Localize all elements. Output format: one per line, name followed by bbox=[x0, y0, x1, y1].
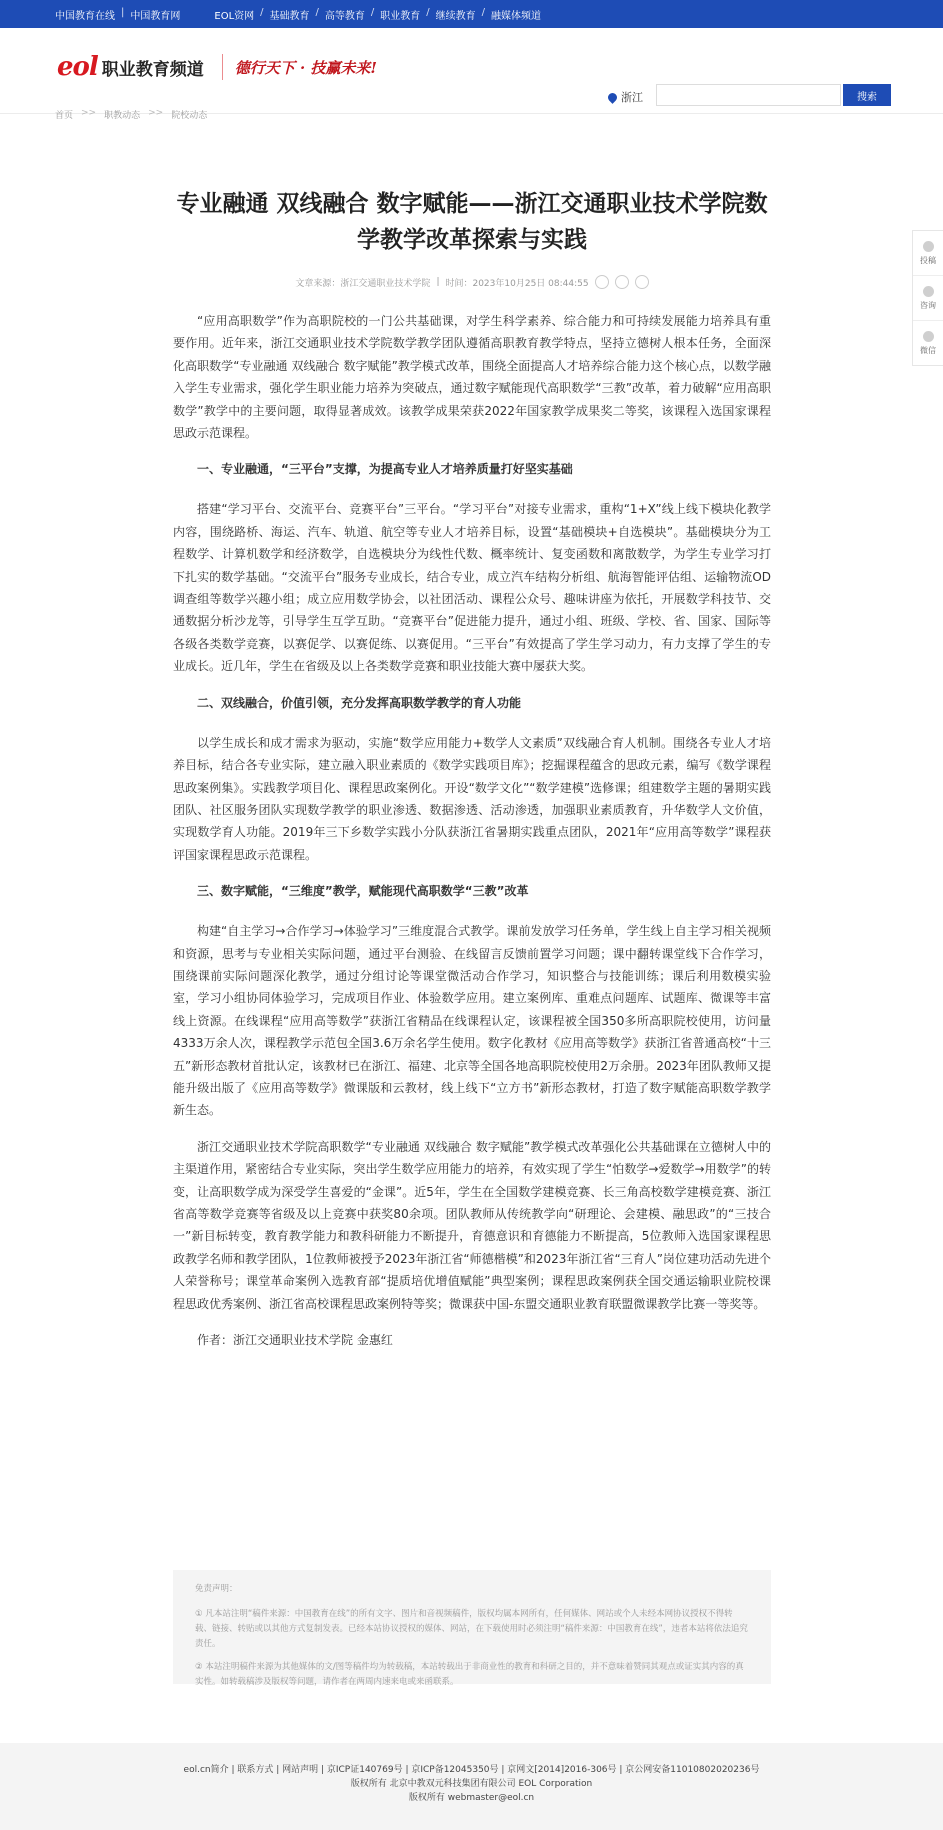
channel-link[interactable]: 高等教育 bbox=[324, 10, 365, 22]
article-paragraph: 搭建“学习平台、交流平台、竞赛平台”三平台。“学习平台”对接专业需求，重构“1+X”线上线下模块化教学内容，围绕路桥、海运、汽车、轨道、航空等专业人才培养目标，设置“基础模块+自选模块”。基础模块分为工程数学、计算机数学和经济数学，自选模块分为线性代数、概率统计、复变函数和离散数学，为学生专业学习打下扎实的数学基础。“交流平台”服务专业成长，结合专业，成立汽车结构分析组、航海智能评估组、运输物流OD调查组等数学兴趣小组；成立应用数学协会，以社团活动、课程公众号、趣味讲座为依托，开展数学科技节、交通数据分析沙龙等，引导学生互学互助。“竞赛平台”促进能力提升，通过小组、班级、学校、省、国家、国际等各级各类数学竞赛，以赛促学、以赛促练、以赛促用。“三平台”有效提高了学生学习动力，有力支撑了学生的专业成长。近几年，学生在省级及以上各类数学竞赛和职业技能大赛中屡获大奖。 bbox=[173, 502, 771, 674]
site-footer bbox=[0, 1743, 943, 1830]
location-label: 浙江 bbox=[621, 91, 643, 104]
article bbox=[173, 186, 771, 1365]
section-heading: 一、专业融通，“三平台”支撑，为提高专业人才培养质量打好坚实基础 bbox=[197, 462, 573, 477]
location-selector[interactable] bbox=[608, 89, 643, 105]
footer-contact: 版权所有 webmaster@eol.cn bbox=[408, 1793, 535, 1803]
tool-label: 投稿 bbox=[920, 255, 936, 265]
disclaimer-box bbox=[173, 1570, 771, 1687]
channel-link[interactable]: 继续教育 bbox=[435, 10, 476, 22]
breadcrumb-news[interactable]: 职教动态 bbox=[104, 111, 141, 121]
separator: | bbox=[121, 6, 125, 18]
side-toolbar bbox=[912, 230, 943, 366]
eol-logo-mark: eol bbox=[57, 52, 98, 82]
site-link-edu[interactable]: 中国教育网 bbox=[130, 10, 181, 22]
disclaimer-item: ① 凡本站注明“稿件来源：中国教育在线”的所有文字、图片和音视频稿件，版权均属本网所有，任何媒体、网站或个人未经本网协议授权不得转载、链接、转贴或以其他方式复制发表。已经本站协议授权的媒体、网站，在下载使用时必须注明“稿件来源：中国教育在线”，违者本站将依法追究责任。 bbox=[195, 1609, 748, 1649]
share-qq-icon[interactable] bbox=[635, 275, 649, 289]
disclaimer-heading: 免责声明： bbox=[195, 1584, 238, 1594]
channel-link[interactable]: 职业教育 bbox=[380, 10, 421, 22]
separator: / bbox=[260, 6, 264, 18]
breadcrumb bbox=[55, 108, 207, 121]
article-source: 文章来源：浙江交通职业技术学院 bbox=[295, 278, 431, 289]
site-link-eol[interactable]: 中国教育在线 bbox=[55, 10, 115, 22]
submit-icon bbox=[923, 241, 934, 252]
channel-link[interactable]: EOL资网 bbox=[214, 10, 255, 22]
breadcrumb-separator: >> bbox=[81, 108, 97, 118]
channel-name: 职业教育频道 bbox=[101, 59, 204, 80]
search-input[interactable] bbox=[656, 84, 841, 106]
article-paragraph: 构建“自主学习→合作学习→体验学习”三维度混合式教学。课前发放学习任务单，学生线上自主学习相关视频和资源，思考与专业相关实际问题，通过平台测验、在线留言反馈前置学习问题；课中翻转课堂线下合作学习，围绕课前实际问题深化教学，通过分组讨论等课堂微活动合作学习，知识整合与技能训练；课后利用数模实验室，学习小组协同体验学习，完成项目作业、体验数学应用。建立案例库、重难点问题库、试题库、微课等丰富线上资源。在线课程“应用高等数学”获浙江省精品在线课程认定，该课程被全国350多所高职院校使用，访问量4333万余人次，课程教学示范包全国3.6万余名学生使用。数字化教材《应用高等数学》获浙江省普通高校“十三五”新形态教材首批认定，该教材已在浙江、福建、北京等全国各地高职院校使用2万余册。2023年团队教师又提能升级出版了《应用高等数学》微课版和云教材，线上线下“立方书”新形态教材，打造了数字赋能高职数学教学新生态。 bbox=[173, 924, 771, 1118]
channel-logo[interactable] bbox=[57, 52, 377, 82]
section-heading: 三、数字赋能，“三维度”教学，赋能现代高职数学“三教”改革 bbox=[197, 884, 529, 899]
article-body bbox=[173, 310, 771, 1351]
footer-links[interactable]: eol.cn简介 | 联系方式 | 网站声明 | 京ICP证140769号 | 京ICP备12045350号 | 京网文[2014]2016-306号 | 京公网安备11010802020236号 bbox=[183, 1765, 760, 1775]
logo-divider bbox=[222, 54, 223, 80]
site-header bbox=[0, 28, 943, 114]
article-time: 时间：2023年10月25日 08:44:55 bbox=[445, 278, 589, 289]
location-pin-icon bbox=[606, 91, 619, 104]
article-paragraph: 以学生成长和成才需求为驱动，实施“数学应用能力+数学人文素质”双线融合育人机制。围绕各专业人才培养目标，结合各专业实际，建立融入职业素质的《数学实践项目库》；挖掘课程蕴含的思政元素，编写《数学课程思政案例集》。实践教学项目化、课程思政案例化。开设“数学文化”“数学建模”选修课；组建数学主题的暑期实践团队、社区服务团队实现数学教学的职业渗透、数据渗透、活动渗透，加强职业素质教育，升华数学人文价值，实现数学育人功能。2019年三下乡数学实践小分队获浙江省暑期实践重点团队，2021年“应用高等数学”课程获评国家课程思政示范课程。 bbox=[173, 735, 771, 862]
share-weibo-icon[interactable] bbox=[595, 275, 609, 289]
article-title: 专业融通 双线融合 数字赋能——浙江交通职业技术学院数学教学改革探索与实践 bbox=[176, 191, 768, 253]
article-paragraph: 浙江交通职业技术学院高职数学“专业融通 双线融合 数字赋能”教学模式改革强化公共基础课在立德树人中的主渠道作用，紧密结合专业实际，突出学生数学应用能力的培养，有效实现了学生“怕数学→爱数学→用数学”的转变，让高职数学成为深受学生喜爱的“金课”。近5年，学生在全国数学建模竞赛、长三角高校数学建模竞赛、浙江省高等数学竞赛等省级及以上竞赛中获奖80余项。团队教师从传统教学向“研理论、会建模、融思政”的“三技合一”新目标转变，教育教学能力和教科研能力不断提升，育德意识和育德能力不断提高，5位教师入选国家课程思政教学名师和教学团队，1位教师被授予2023年浙江省“师德楷模”和2023年浙江省“三育人”岗位建功活动先进个人荣誉称号；课堂革命案例入选教育部“提质培优增值赋能”典型案例；课程思政案例获全国交通运输职业院校课程思政优秀案例、浙江省高校课程思政案例特等奖；微课获中国-东盟交通职业教育联盟微课教学比赛一等奖等。 bbox=[173, 1139, 771, 1311]
channel-link[interactable]: 基础教育 bbox=[269, 10, 310, 22]
wechat-button[interactable] bbox=[913, 321, 943, 365]
breadcrumb-separator: >> bbox=[148, 108, 164, 118]
search-button[interactable]: 搜索 bbox=[843, 84, 891, 106]
tool-label: 咨询 bbox=[920, 300, 936, 310]
article-author: 作者：浙江交通职业技术学院 金惠红 bbox=[197, 1333, 393, 1348]
article-meta bbox=[173, 275, 771, 289]
channel-link[interactable]: 融媒体频道 bbox=[491, 10, 542, 22]
separator: / bbox=[426, 6, 430, 18]
tool-label: 微信 bbox=[920, 345, 936, 355]
consult-button[interactable] bbox=[913, 276, 943, 321]
section-heading: 二、双线融合，价值引领，充分发挥高职数学教学的育人功能 bbox=[197, 695, 522, 710]
submit-article-button[interactable] bbox=[913, 231, 943, 276]
wechat-icon bbox=[923, 331, 934, 342]
article-paragraph: “应用高职数学”作为高职院校的一门公共基础课，对学生科学素养、综合能力和可持续发展能力培养具有重要作用。近年来，浙江交通职业技术学院数学教学团队遵循高职教育教学特点，坚持立德树人根本任务，全面深化高职数学“专业融通 双线融合 数字赋能”教学模式改革，围绕全面提高人才培养综合能力这个核心点，以数学融入学生专业需求，强化学生职业能力培养为突破点，通过数字赋能现代高职数学“三教”改革，着力破解“应用高职数学”教学中的主要问题，取得显著成效。该教学成果荣获2022年国家教学成果奖二等奖，该课程入选国家课程思政示范课程。 bbox=[173, 314, 771, 441]
separator: / bbox=[481, 6, 486, 18]
disclaimer-item: ② 本站注明稿件来源为其他媒体的文/图等稿件均为转载稿，本站转载出于非商业性的教育和科研之目的，并不意味着赞同其观点或证实其内容的真实性。如转载稿涉及版权等问题，请作者在两周内速来电或来函联系。 bbox=[195, 1662, 744, 1687]
breadcrumb-home[interactable]: 首页 bbox=[55, 111, 74, 121]
consult-icon bbox=[923, 286, 934, 297]
share-wechat-icon[interactable] bbox=[615, 275, 629, 289]
footer-copyright: 版权所有 北京中教双元科技集团有限公司 EOL Corporation bbox=[350, 1779, 593, 1789]
separator: | bbox=[436, 277, 440, 287]
top-nav-bar bbox=[0, 0, 943, 28]
site-links bbox=[55, 7, 180, 22]
breadcrumb-school-news[interactable]: 院校动态 bbox=[171, 111, 208, 121]
separator: / bbox=[370, 6, 375, 18]
separator: / bbox=[315, 6, 319, 18]
channel-slogan: 德行天下 · 技赢未来! bbox=[234, 58, 378, 77]
channel-links bbox=[214, 7, 541, 22]
